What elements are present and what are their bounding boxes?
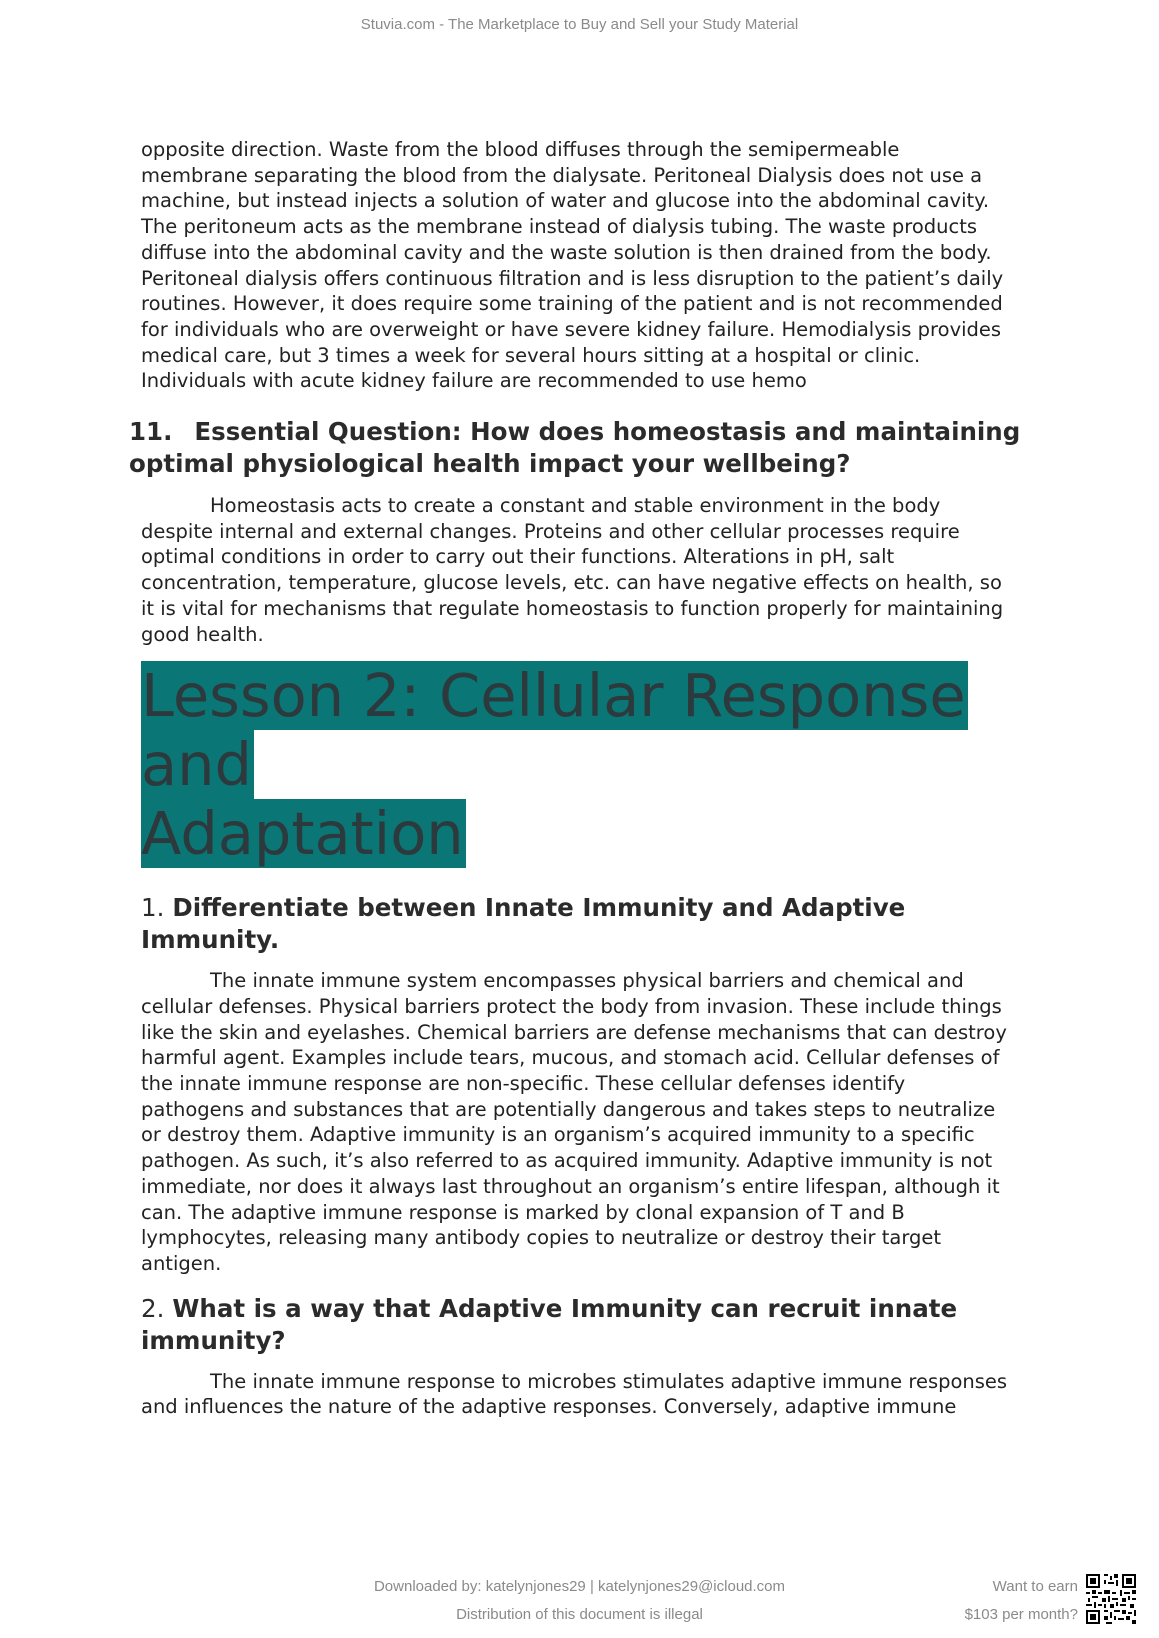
document-body [129, 137, 1046, 1420]
lesson-title-line: Lesson 2: Cellular Response and [141, 661, 966, 800]
text-line: Individuals with acute kidney failure are recommended to use hemo [141, 369, 807, 393]
question-11-heading [129, 416, 1046, 480]
text-line: opposite direction. Waste from the blood diffuses through the semipermeable [141, 138, 900, 161]
text-line: cellular defenses. Physical barriers protect the body from invasion. These include things [141, 994, 1002, 1018]
question-text: immunity? [141, 1325, 286, 1355]
lesson-title-line: Adaptation [141, 799, 464, 869]
text-line: machine, but instead injects a solution of water and glucose into the abdominal cavity. [141, 189, 990, 213]
question-text: What is a way that Adaptive Immunity can recruit innate [172, 1293, 958, 1323]
text-line: diffuse into the abdominal cavity and the waste solution is then drained from the body. [141, 240, 992, 264]
text-line: pathogens and substances that are potentially dangerous and takes steps to neutralize [141, 1097, 996, 1121]
downloaded-by-text: Downloaded by: katelynjones29 | katelynjones29@icloud.com [373, 1578, 786, 1595]
question-text: optimal physiological health impact your wellbeing? [129, 449, 851, 479]
text-line: harmful agent. Examples include tears, mucous, and stomach acid. Cellular defenses of [141, 1046, 1000, 1070]
text-line: or destroy them. Adaptive immunity is an organism’s acquired immunity to a specific [141, 1123, 975, 1147]
text-line: and influences the nature of the adaptive responses. Conversely, adaptive immune [141, 1395, 957, 1419]
intro-paragraph [141, 137, 1046, 394]
text-line: The innate immune system encompasses physical barriers and chemical and [210, 969, 964, 993]
text-line: The innate immune response to microbes stimulates adaptive immune responses [210, 1369, 1008, 1393]
text-line: the innate immune response are non-specific. These cellular defenses identify [141, 1072, 906, 1096]
question-number: 2. [141, 1293, 165, 1323]
question-text: Essential Question: How does homeostasis and maintaining [194, 417, 1021, 447]
text-line: immediate, nor does it always last throughout an organism’s entire lifespan, although it [141, 1174, 1000, 1198]
text-line: like the skin and eyelashes. Chemical barriers are defense mechanisms that can destroy [141, 1020, 1007, 1044]
lesson-title [141, 661, 1046, 868]
text-line: medical care, but 3 times a week for several hours sitting at a hospital or clinic. [141, 343, 921, 367]
text-line: Peritoneal dialysis offers continuous filtration and is less disruption to the patient’s daily [141, 266, 1004, 290]
text-line: despite internal and external changes. Proteins and other cellular processes require [141, 519, 960, 543]
text-line: The peritoneum acts as the membrane instead of dialysis tubing. The waste products [141, 215, 978, 239]
text-line: it is vital for mechanisms that regulate homeostasis to function properly for maintaining [141, 596, 1004, 620]
text-line: can. The adaptive immune response is marked by clonal expansion of T and B [141, 1200, 905, 1224]
text-line: for individuals who are overweight or have severe kidney failure. Hemodialysis provides [141, 317, 1002, 341]
text-line: Homeostasis acts to create a constant and stable environment in the body [210, 494, 941, 518]
page-header: Stuvia.com - The Marketplace to Buy and Sell your Study Material [360, 16, 799, 33]
question-text: Immunity. [141, 925, 280, 955]
question-number: 1. [141, 893, 165, 923]
answer-2-paragraph [141, 1369, 1046, 1420]
distribution-notice: Distribution of this document is illegal [456, 1606, 703, 1623]
question-text: Differentiate between Innate Immunity and Adaptive [172, 893, 906, 923]
earn-promo-link[interactable]: $103 per month? [964, 1606, 1078, 1623]
text-line: membrane separating the blood from the dialysate. Peritoneal Dialysis does not use a [141, 163, 983, 187]
text-line: good health. [141, 622, 264, 646]
text-line: pathogen. As such, it’s also referred to as acquired immunity. Adaptive immunity is not [141, 1149, 993, 1173]
earn-promo-link[interactable]: Want to earn [992, 1578, 1078, 1595]
text-line: routines. However, it does require some training of the patient and is not recommended [141, 292, 1003, 316]
answer-11-paragraph [141, 493, 1046, 647]
text-line: concentration, temperature, glucose levels, etc. can have negative effects on health, so [141, 571, 1002, 595]
question-number: 11. [129, 417, 173, 447]
text-line: optimal conditions in order to carry out their functions. Alterations in pH, salt [141, 545, 895, 569]
qr-code-icon[interactable] [1086, 1574, 1136, 1624]
question-2-heading [141, 1293, 1046, 1357]
text-line: antigen. [141, 1251, 222, 1275]
answer-1-paragraph [141, 968, 1046, 1276]
question-1-heading [141, 892, 1046, 956]
text-line: lymphocytes, releasing many antibody copies to neutralize or destroy their target [141, 1226, 942, 1250]
